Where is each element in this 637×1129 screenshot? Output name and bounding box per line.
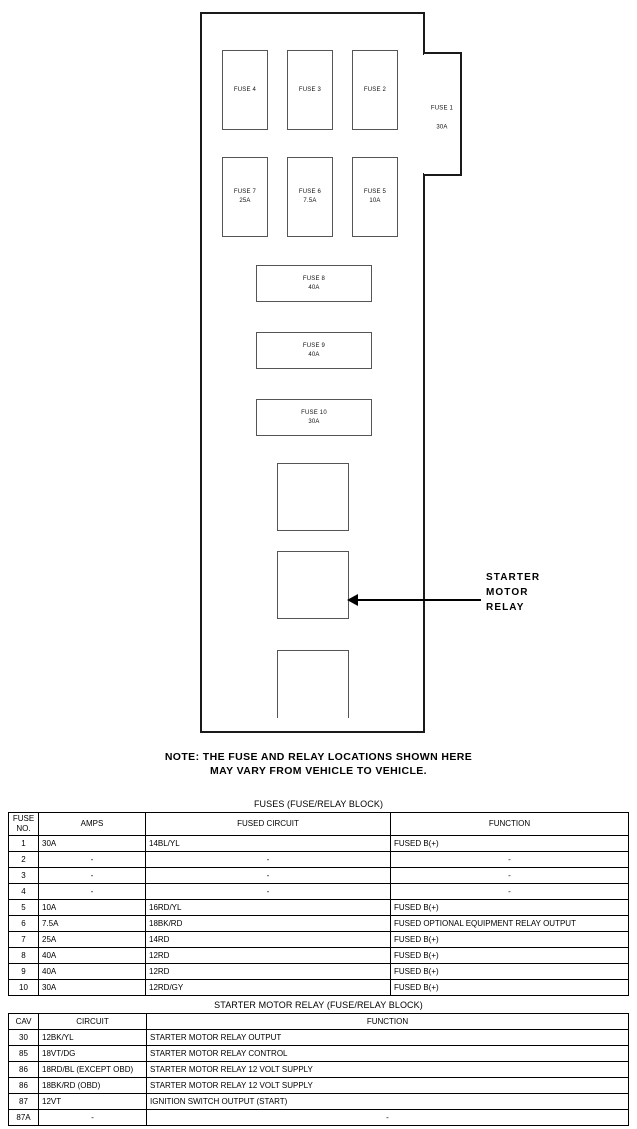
- table-row: [9, 852, 629, 868]
- cell-function: FUSED B(+): [391, 964, 629, 980]
- callout-arrow-icon: [347, 594, 358, 606]
- fuse-5-name: FUSE 5: [363, 189, 387, 195]
- note-line-1: NOTE: THE FUSE AND RELAY LOCATIONS SHOWN HERE: [164, 751, 473, 763]
- cell-amps: 7.5A: [39, 916, 146, 932]
- cell-function: FUSED B(+): [391, 900, 629, 916]
- cell-fuse-no: 9: [9, 964, 39, 980]
- cell-cav: 85: [9, 1046, 39, 1062]
- cell-function: -: [391, 884, 629, 900]
- cell-circuit: 12RD: [146, 948, 391, 964]
- table-row: [9, 916, 629, 932]
- cell-fuse-no: 6: [9, 916, 39, 932]
- column-header-circuit: CIRCUIT: [39, 1014, 147, 1030]
- cell-circuit: 18BK/RD: [146, 916, 391, 932]
- table-row: [9, 868, 629, 884]
- fuse-2-name: FUSE 2: [363, 86, 387, 93]
- cell-function: STARTER MOTOR RELAY 12 VOLT SUPPLY: [147, 1078, 629, 1094]
- table-row: [9, 980, 629, 996]
- cell-function: FUSED B(+): [391, 980, 629, 996]
- fuse-9-name: FUSE 9: [302, 342, 326, 349]
- table-row: [9, 1062, 629, 1078]
- fuse-1-name: FUSE 1: [430, 105, 454, 112]
- cell-function: FUSED OPTIONAL EQUIPMENT RELAY OUTPUT: [391, 916, 629, 932]
- column-header-fuse-no: [9, 813, 39, 836]
- fuse-8-amps: 40A: [308, 284, 320, 291]
- column-header-fused-circuit: FUSED CIRCUIT: [146, 813, 391, 836]
- fuse-10-slot: [256, 399, 372, 436]
- cell-circuit: -: [146, 884, 391, 900]
- cell-fuse-no: 8: [9, 948, 39, 964]
- fuse-10-amps: 30A: [308, 418, 320, 425]
- cell-fuse-no: 4: [9, 884, 39, 900]
- table-row: [9, 1110, 629, 1126]
- fuse-5-slot: [352, 157, 398, 237]
- cell-function: -: [391, 868, 629, 884]
- fuse-8-name: FUSE 8: [302, 275, 326, 282]
- fuse-9-amps: 40A: [308, 351, 320, 358]
- fuse-1-amps: 30A: [436, 124, 448, 131]
- cell-amps: 40A: [39, 964, 146, 980]
- starter-motor-relay-table: [8, 1013, 629, 1126]
- cell-cav: 87A: [9, 1110, 39, 1126]
- cell-fuse-no: 7: [9, 932, 39, 948]
- table-row: [9, 932, 629, 948]
- fuse-2-slot: [352, 50, 398, 130]
- fuse-6-name: FUSE 6: [298, 189, 322, 195]
- cell-circuit: 18RD/BL (EXCEPT OBD): [39, 1062, 147, 1078]
- column-header-fuse-no-line1: FUSE: [12, 814, 35, 823]
- cell-circuit: 12VT: [39, 1094, 147, 1110]
- cell-circuit: -: [146, 868, 391, 884]
- relay-table-block: [8, 999, 629, 1126]
- cell-amps: 25A: [39, 932, 146, 948]
- variation-note: [0, 750, 637, 778]
- cell-fuse-no: 1: [9, 836, 39, 852]
- cell-cav: 86: [9, 1078, 39, 1094]
- fuse-3-slot: [287, 50, 333, 130]
- fuse-9-slot: [256, 332, 372, 369]
- fuse-4-name: FUSE 4: [233, 86, 257, 93]
- cell-amps: -: [39, 884, 146, 900]
- cell-circuit: 12RD/GY: [146, 980, 391, 996]
- relay-cavity-lower: [277, 650, 349, 718]
- column-header-amps: AMPS: [39, 813, 146, 836]
- cell-fuse-no: 10: [9, 980, 39, 996]
- cell-function: STARTER MOTOR RELAY OUTPUT: [147, 1030, 629, 1046]
- table-row: [9, 884, 629, 900]
- fuse-7-name: FUSE 7: [233, 189, 257, 195]
- table-row: [9, 1030, 629, 1046]
- column-header-cav: CAV: [9, 1014, 39, 1030]
- callout-line-1: STARTER: [486, 572, 541, 583]
- fuses-table-block: [8, 798, 629, 996]
- fuse-7-slot: [222, 157, 268, 237]
- cell-circuit: 14BL/YL: [146, 836, 391, 852]
- starter-motor-relay-callout-label: [486, 570, 540, 615]
- callout-line-2: MOTOR: [486, 587, 529, 598]
- fuse-3-name: FUSE 3: [298, 86, 322, 93]
- fuse-6-slot: [287, 157, 333, 237]
- cell-function: STARTER MOTOR RELAY 12 VOLT SUPPLY: [147, 1062, 629, 1078]
- fuse-10-name: FUSE 10: [301, 409, 327, 416]
- cell-amps: -: [39, 868, 146, 884]
- fuses-table-caption: FUSES (FUSE/RELAY BLOCK): [253, 799, 384, 809]
- relay-cavity-upper: [277, 463, 349, 531]
- fuse-6-amps: 7.5A: [303, 198, 317, 204]
- table-header-row: [9, 813, 629, 836]
- cell-circuit: 14RD: [146, 932, 391, 948]
- table-row: [9, 948, 629, 964]
- table-row: [9, 836, 629, 852]
- cell-function: STARTER MOTOR RELAY CONTROL: [147, 1046, 629, 1062]
- relay-table-caption: STARTER MOTOR RELAY (FUSE/RELAY BLOCK): [214, 1000, 423, 1010]
- column-header-fuse-no-line2: NO.: [16, 824, 31, 833]
- cell-function: IGNITION SWITCH OUTPUT (START): [147, 1094, 629, 1110]
- cell-fuse-no: 3: [9, 868, 39, 884]
- cell-function: FUSED B(+): [391, 948, 629, 964]
- cell-amps: 30A: [39, 980, 146, 996]
- starter-motor-relay: [277, 551, 349, 619]
- cell-cav: 86: [9, 1062, 39, 1078]
- fuse-4-slot: [222, 50, 268, 130]
- fuses-table: [8, 812, 629, 996]
- callout-leader-line: [357, 599, 481, 601]
- cell-fuse-no: 5: [9, 900, 39, 916]
- fuse-8-slot: [256, 265, 372, 302]
- fuse-1-slot: [424, 52, 462, 176]
- table-row: [9, 1046, 629, 1062]
- cell-function: FUSED B(+): [391, 836, 629, 852]
- table-row: [9, 964, 629, 980]
- cell-circuit: 12BK/YL: [39, 1030, 147, 1046]
- callout-line-3: RELAY: [486, 602, 525, 613]
- cell-circuit: 18VT/DG: [39, 1046, 147, 1062]
- table-header-row: [9, 1014, 629, 1030]
- cell-amps: 30A: [39, 836, 146, 852]
- note-line-2: MAY VARY FROM VEHICLE TO VEHICLE.: [209, 765, 427, 777]
- cell-function: -: [391, 852, 629, 868]
- table-row: [9, 1094, 629, 1110]
- cell-circuit: 16RD/YL: [146, 900, 391, 916]
- cell-function: FUSED B(+): [391, 932, 629, 948]
- table-row: [9, 900, 629, 916]
- cell-circuit: -: [146, 852, 391, 868]
- cell-function: -: [147, 1110, 629, 1126]
- cell-cav: 87: [9, 1094, 39, 1110]
- cell-amps: 40A: [39, 948, 146, 964]
- cell-circuit: 12RD: [146, 964, 391, 980]
- cell-circuit: -: [39, 1110, 147, 1126]
- column-header-function: FUNCTION: [147, 1014, 629, 1030]
- fuse-7-amps: 25A: [239, 198, 251, 204]
- cell-fuse-no: 2: [9, 852, 39, 868]
- column-header-function: FUNCTION: [391, 813, 629, 836]
- cell-amps: 10A: [39, 900, 146, 916]
- cell-cav: 30: [9, 1030, 39, 1046]
- table-row: [9, 1078, 629, 1094]
- fuse-5-amps: 10A: [369, 198, 381, 204]
- cell-amps: -: [39, 852, 146, 868]
- cell-circuit: 18BK/RD (OBD): [39, 1078, 147, 1094]
